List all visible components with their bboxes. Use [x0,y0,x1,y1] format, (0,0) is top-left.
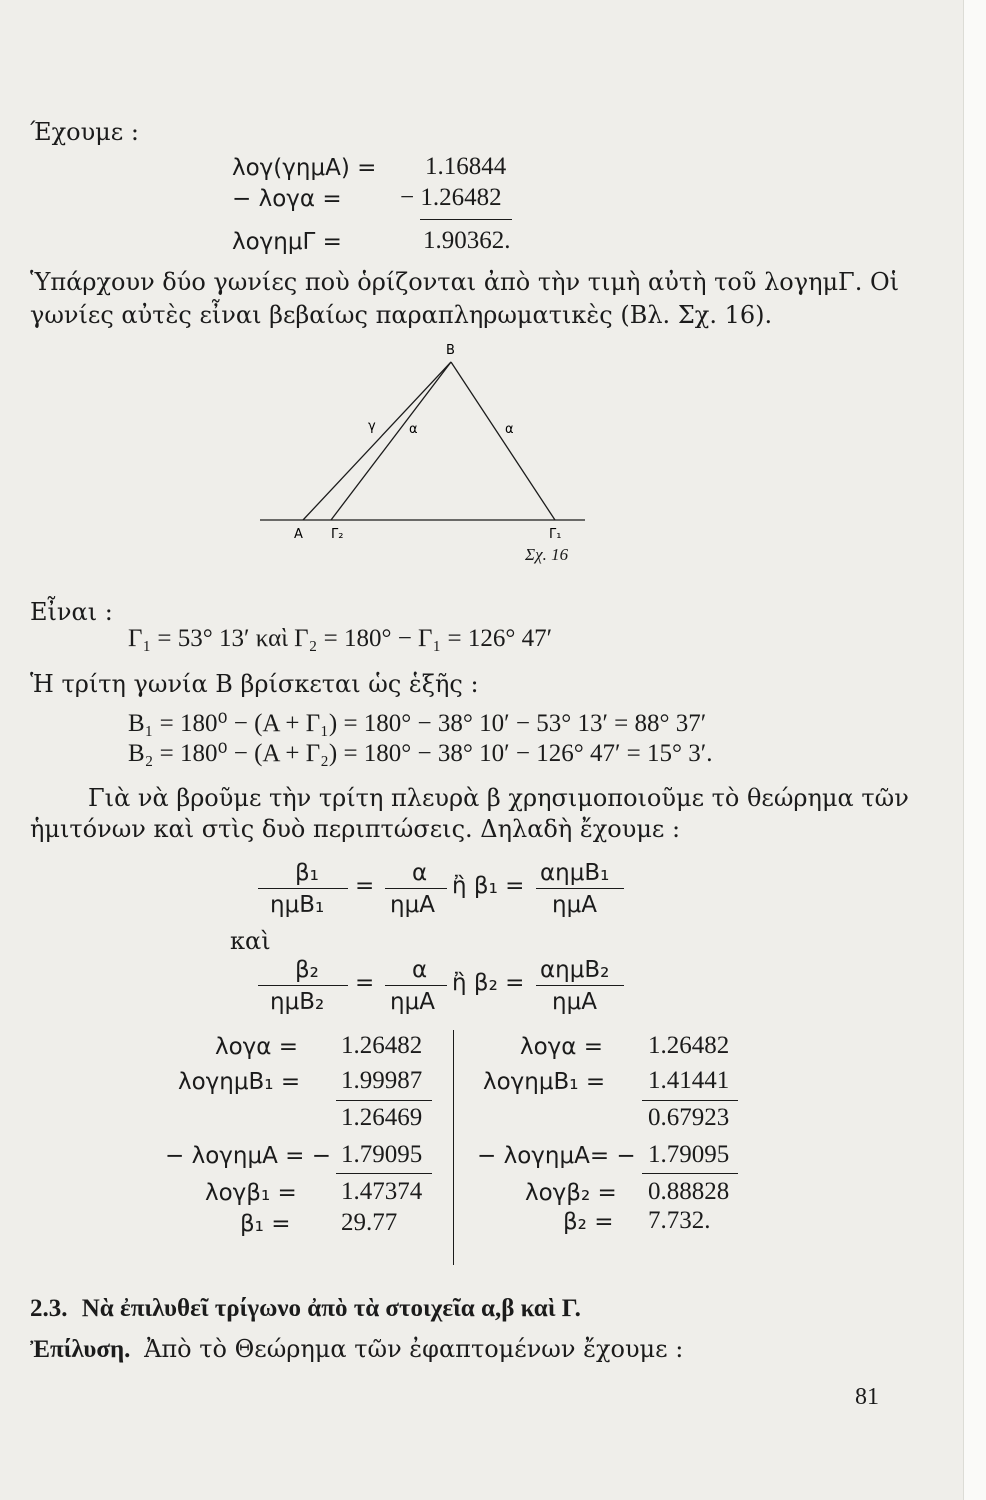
kai-label: καὶ [230,927,271,955]
table-label: − λογημΑ= − [477,1143,636,1169]
denominator: ημΒ₂ [270,989,325,1015]
section-title: Νὰ ἐπιλυθεῖ τρίγωνο ἀπὸ τὰ στοιχεῖα α,β καὶ Γ. [81,1295,581,1322]
sum-rule [336,1100,432,1101]
denominator: ημΑ [552,892,597,918]
solution-text: Ἀπὸ τὸ Θεώρημα τῶν ἐφαπτομένων ἔχουμε : [144,1335,684,1363]
numerator: β₁ [295,860,319,886]
label-a-left: α [409,422,418,437]
table-label: β₁ = [240,1211,291,1237]
label-G2: Γ₂ [331,527,344,542]
intro-text: Έχουμε : [30,118,139,146]
table-value: 1.99987 [341,1067,423,1094]
section-number: 2.3. [30,1295,68,1322]
fraction-bar [385,888,447,889]
table-label: β₂ = [563,1209,614,1235]
third-angle-intro: Ἡ τρίτη γωνία Β βρίσκεται ὡς ἑξῆς : [30,670,479,698]
or-text: ἢ β₂ = [452,970,525,996]
paragraph-line: Γιὰ νὰ βροῦμε τὴν τρίτη πλευρὰ β χρησιμοποιοῦμε τὸ θεώρημα τῶν [88,784,909,812]
side-a-left [331,362,451,520]
table-value: 0.88828 [648,1178,730,1205]
log-row-value: 1.90362. [423,227,511,254]
label-A: A [294,527,303,542]
label-a-right: α [505,422,514,437]
table-label: λογα = [215,1034,299,1060]
numerator: α [412,957,428,983]
denominator: ημΑ [390,989,435,1015]
fraction-bar [536,888,624,889]
fraction-bar [258,888,348,889]
sum-rule [336,1173,432,1174]
log-row-label: − λογα = [232,186,342,212]
table-label: λογβ₂ = [525,1180,617,1206]
or-text: ἢ β₁ = [452,873,525,899]
table-divider [453,1030,454,1265]
log-row-value: 1.16844 [425,153,507,180]
table-value: 1.79095 [341,1141,423,1168]
solution-line [30,1335,683,1364]
table-label: λογημΒ₁ = [178,1069,301,1095]
table-value: 1.26482 [648,1032,730,1059]
table-value: 1.79095 [648,1141,730,1168]
fraction-bar [536,985,624,986]
side-gamma [303,362,451,520]
b2-equation: Β₂ = 180⁰ − (Α + Γ₂) = 180° − 38° 10′ − 126° 47′ = 15° 3′. [128,740,713,767]
page-edge [963,0,986,1500]
sum-rule [420,219,512,220]
triangle-figure [255,340,605,565]
equals: = [355,970,375,996]
einai-label: Εἶναι : [30,598,113,626]
numerator: αημΒ₂ [540,957,610,983]
numerator: αημΒ₁ [540,860,610,886]
paragraph-line: γωνίες αὐτὲς εἶναι βεβαίως παραπληρωματικὲς (Βλ. Σχ. 16). [30,301,773,329]
denominator: ημΒ₁ [270,892,325,918]
paragraph-line: ἡμιτόνων καὶ στὶς δυὸ περιπτώσεις. Δηλαδὴ ἔχουμε : [30,815,681,843]
table-label: λογα = [520,1034,604,1060]
table-label: λογβ₁ = [205,1180,297,1206]
sum-rule [642,1100,738,1101]
denominator: ημΑ [552,989,597,1015]
fraction-bar [385,985,447,986]
sum-rule [642,1173,738,1174]
b1-equation: Β₁ = 180⁰ − (Α + Γ₁) = 180° − 38° 10′ − 53° 13′ = 88° 37′ [128,710,707,737]
label-G1: Γ₁ [549,527,562,542]
log-row-label: λογημΓ = [232,229,342,255]
log-row-value: − 1.26482 [400,184,502,211]
page-number: 81 [855,1384,879,1410]
table-value: 1.26469 [341,1104,423,1131]
table-label: − λογημΑ = − [165,1143,331,1169]
paragraph-line: Ὑπάρχουν δύο γωνίες ποὺ ὁρίζονται ἀπὸ τὴν τιμὴ αὐτὴ τοῦ λογημΓ. Οἱ [30,268,900,296]
table-value: 29.77 [341,1209,398,1236]
denominator: ημΑ [390,892,435,918]
fraction-bar [258,985,348,986]
log-row-label: λογ(γημΑ) = [232,155,377,181]
label-gamma: γ [368,419,376,434]
equals: = [355,873,375,899]
solution-label: Ἐπίλυση. [30,1336,131,1363]
label-B: B [446,343,455,358]
figure-caption: Σχ. 16 [525,545,569,564]
table-value: 1.26482 [341,1032,423,1059]
table-value: 1.41441 [648,1067,730,1094]
section-heading [30,1295,581,1323]
numerator: β₂ [295,957,319,983]
table-value: 1.47374 [341,1178,423,1205]
side-a-right [451,362,555,520]
table-label: λογημΒ₁ = [483,1069,606,1095]
numerator: α [412,860,428,886]
table-value: 7.732. [648,1207,711,1234]
table-value: 0.67923 [648,1104,730,1131]
gamma-equation: Γ₁ = 53° 13′ καὶ Γ₂ = 180° − Γ₁ = 126° 47′ [128,625,553,652]
